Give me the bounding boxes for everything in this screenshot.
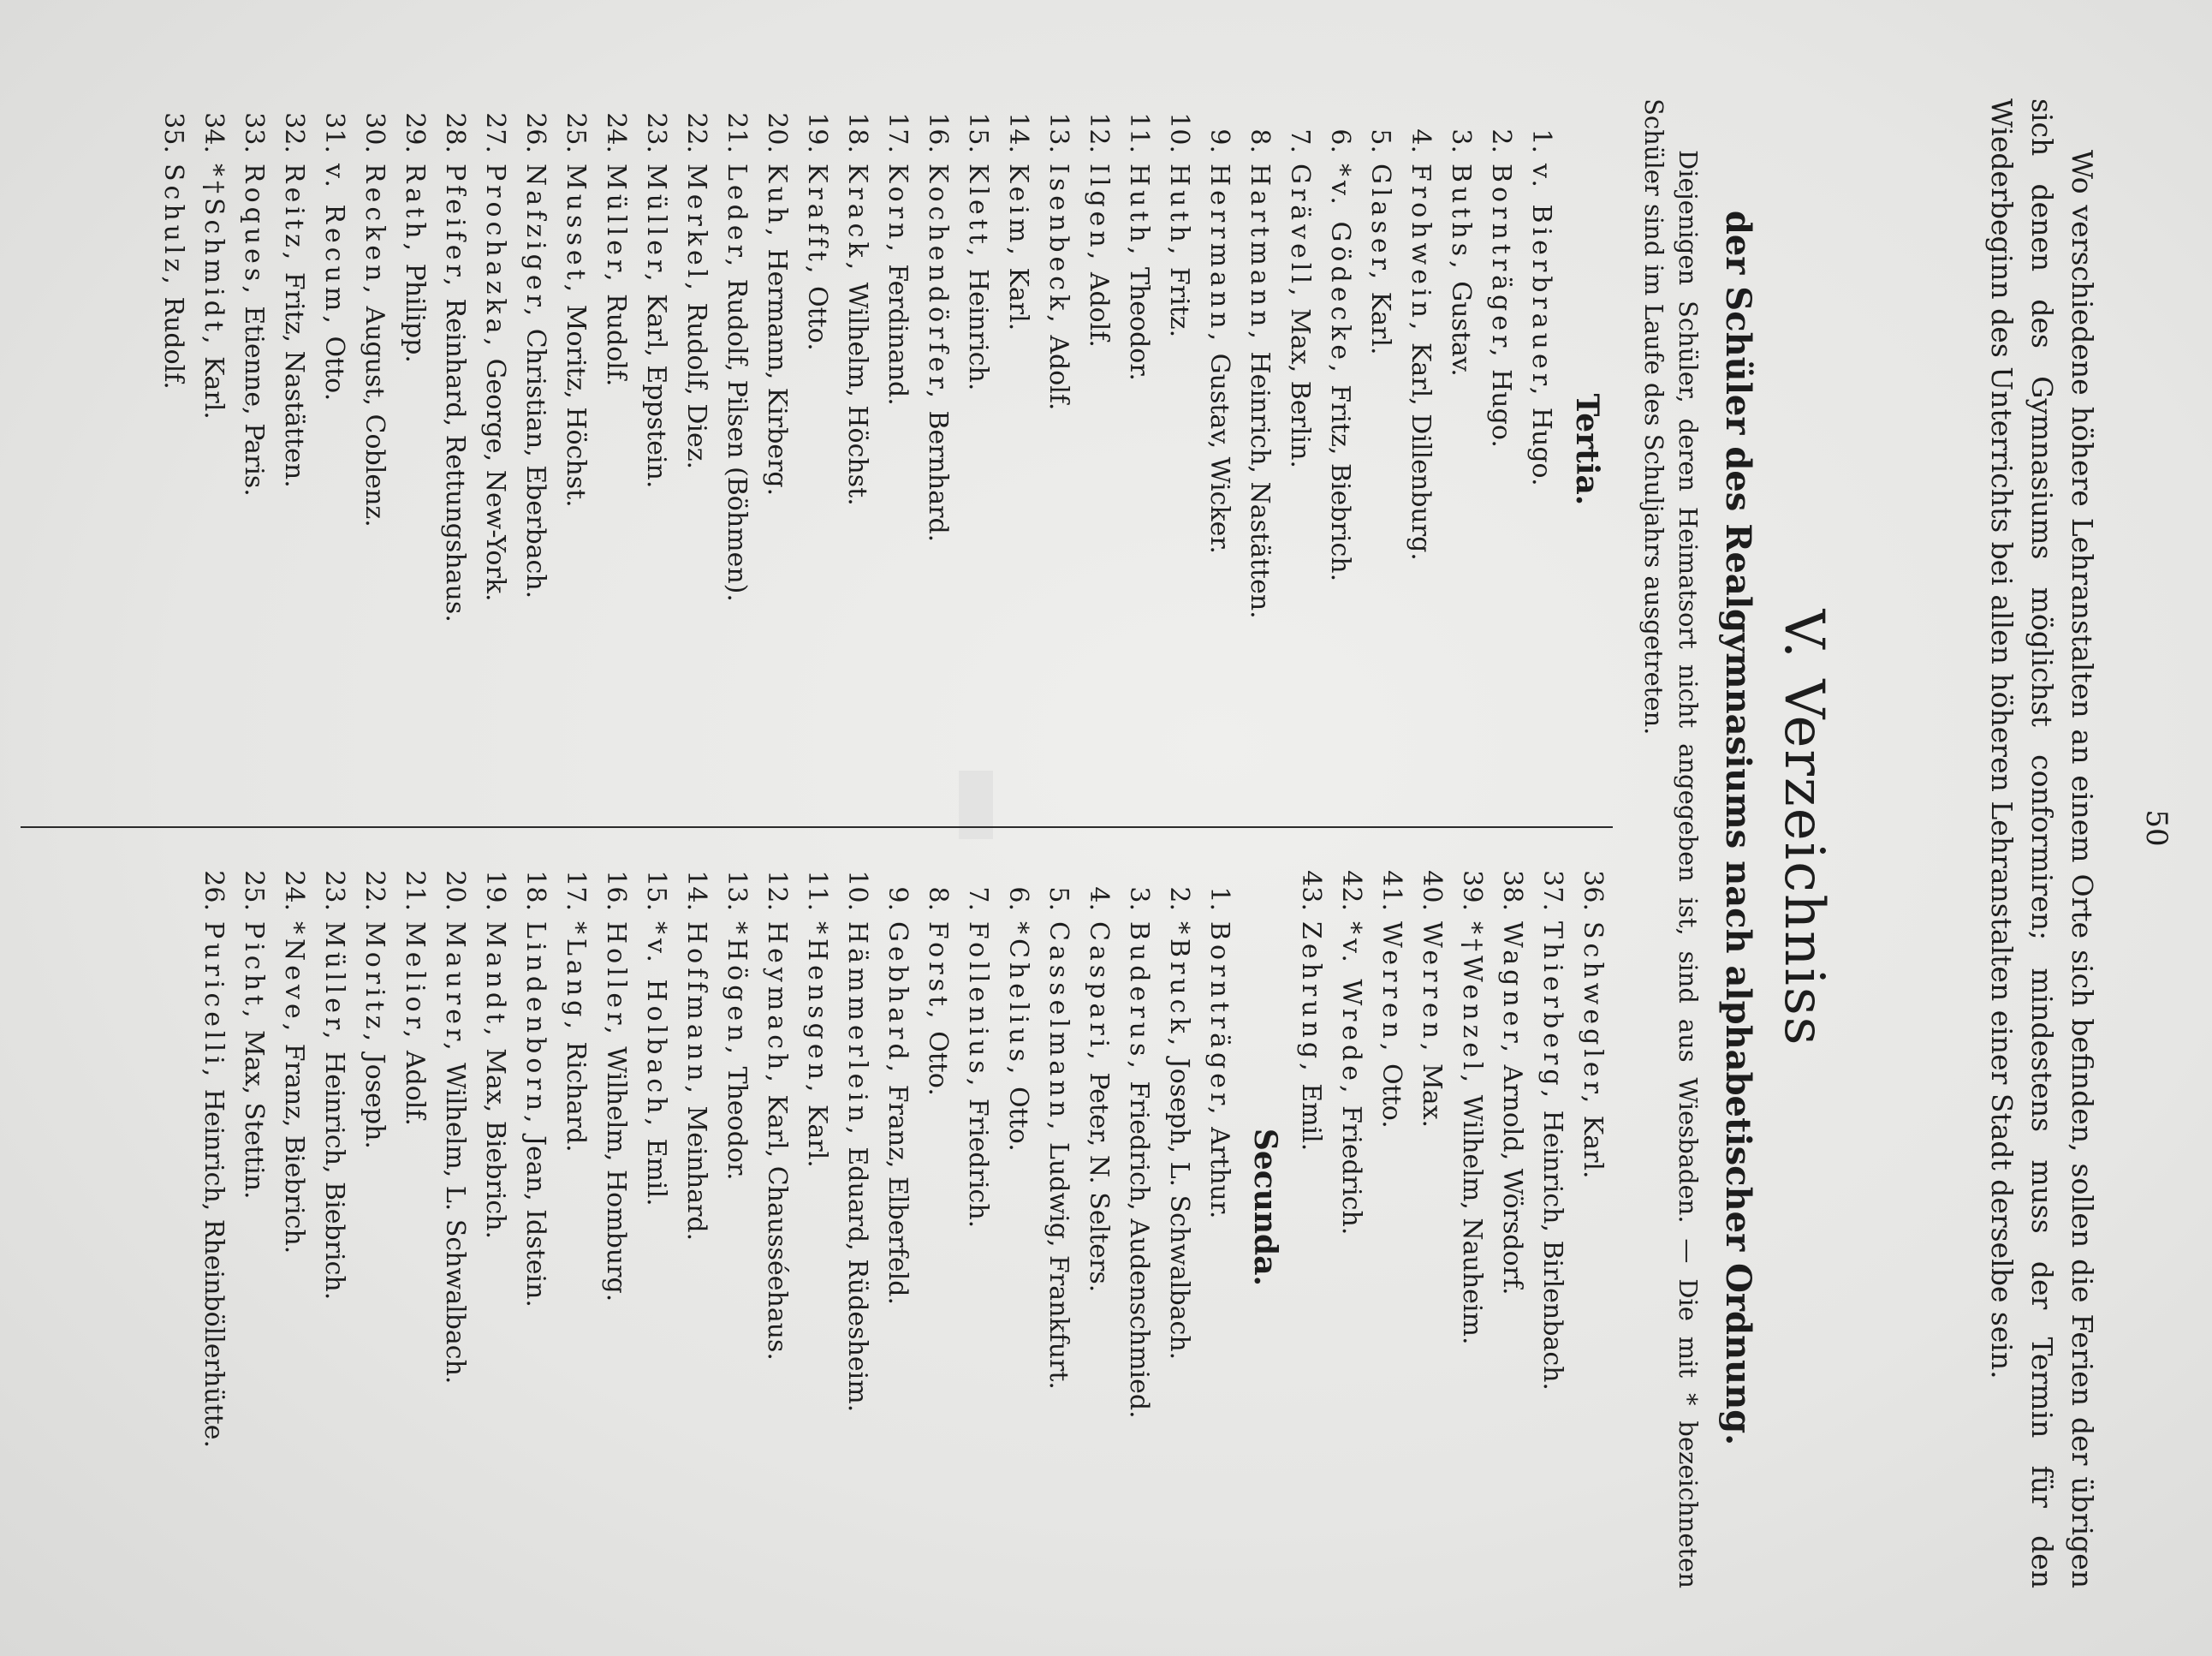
entry-details: Otto. <box>923 1031 953 1096</box>
entry-details: Wilhelm, L. Schwalbach. <box>440 1063 470 1385</box>
entry-details: Franz, Biebrich. <box>279 1043 309 1254</box>
entry-number: 20. <box>762 112 792 153</box>
entry-surname: v. Recum, <box>319 164 349 328</box>
list-item <box>1441 98 1481 801</box>
entry-number: 2. <box>1164 886 1194 911</box>
list-item <box>395 856 435 1558</box>
list-item <box>556 856 596 1558</box>
entry-details: Otto. <box>319 336 349 402</box>
list-item <box>193 98 234 801</box>
entry-number: 7. <box>1285 128 1315 153</box>
entry-details: Karl, Dillenburg. <box>1406 342 1436 561</box>
list-item <box>1320 98 1360 801</box>
list-item <box>676 856 717 1558</box>
list-item <box>435 856 475 1558</box>
entry-number: 18. <box>520 870 550 911</box>
entry-surname: Werren, <box>1377 921 1406 1056</box>
entry-number: 8. <box>923 886 953 911</box>
entry-number: 6. <box>1003 886 1033 911</box>
entry-surname: *Lang, <box>561 921 591 1034</box>
entry-details: Fritz, Nastätten. <box>279 271 309 488</box>
list-item <box>636 856 676 1558</box>
list-item <box>596 856 636 1558</box>
entry-details: Ludwig, Frankfurt. <box>1044 1142 1073 1390</box>
entry-number: 16. <box>601 870 631 911</box>
entry-surname: *Bruck, <box>1164 921 1194 1051</box>
entry-details: Adolf. <box>400 1050 430 1126</box>
entry-number: 37. <box>1537 870 1567 911</box>
entry-number: 28. <box>440 112 470 153</box>
entry-surname: Follenius, <box>963 921 993 1091</box>
entry-details: Max, Stettin. <box>239 1030 269 1200</box>
entry-surname: Mandt, <box>480 921 510 1040</box>
entry-surname: Keim, <box>1003 164 1033 259</box>
entry-details: Rudolf. <box>158 296 188 390</box>
entry-number: 19. <box>480 870 510 911</box>
entry-surname: Krack, <box>842 164 872 275</box>
list-item <box>1452 856 1492 1558</box>
entry-surname: Werren, <box>1417 921 1447 1056</box>
entry-surname: *Hensgen, <box>802 921 832 1097</box>
entry-surname: Prochazka, <box>480 164 510 351</box>
entry-details: Adolf. <box>1044 335 1073 411</box>
entry-details: Otto. <box>802 285 832 351</box>
entry-details: Heinrich, Biebrich. <box>319 1051 349 1301</box>
list-item <box>556 98 596 801</box>
section-heading: V. Verzeichniss <box>1772 609 1835 1047</box>
list-item <box>314 98 354 801</box>
entry-number: 12. <box>762 870 792 911</box>
entry-surname: Schulz, <box>158 164 188 289</box>
entry-details: Joseph, L. Schwalbach. <box>1164 1057 1194 1361</box>
entry-number: 14. <box>681 870 711 911</box>
entry-details: Karl. <box>199 356 229 420</box>
entry-surname: Caspari, <box>1084 921 1114 1064</box>
entry-number: 11. <box>802 870 832 911</box>
entry-surname: Zehrung, <box>1296 921 1326 1075</box>
secunda-column <box>193 856 1613 1558</box>
entry-number: 23. <box>641 112 671 153</box>
entry-details: Wilhelm, Homburg. <box>601 1046 631 1302</box>
list-item <box>1371 856 1412 1558</box>
entry-surname: Bornträger, <box>1486 164 1516 361</box>
list-item <box>1038 856 1079 1558</box>
list-item <box>1079 98 1119 801</box>
entry-number: 17. <box>561 870 591 911</box>
entry-details: Karl. <box>1003 267 1033 331</box>
list-item <box>998 98 1038 801</box>
list-item <box>1291 856 1331 1558</box>
entry-surname: Hämmerlein, <box>842 921 872 1139</box>
entry-details: Adolf. <box>1084 271 1114 348</box>
entry-number: 12. <box>1084 112 1114 153</box>
list-item <box>395 98 435 801</box>
entry-number: 40. <box>1417 870 1447 911</box>
list-item <box>515 856 556 1558</box>
entry-number: 22. <box>360 870 389 911</box>
entry-surname: Müller, <box>601 164 631 286</box>
entry-surname: Leder, <box>722 164 752 271</box>
entry-details: Joseph. <box>360 1053 389 1149</box>
entry-surname: Merkel, <box>681 164 711 295</box>
entry-surname: Reitz, <box>279 164 309 265</box>
list-item <box>958 856 998 1558</box>
column-title-secunda: Secunda. <box>1247 1128 1283 1287</box>
list-item <box>596 98 636 801</box>
entry-surname: Frohwein, <box>1406 164 1436 335</box>
entry-number: 29. <box>400 112 430 153</box>
list-item <box>757 856 797 1558</box>
entry-surname: Moritz, <box>360 921 389 1046</box>
entry-details: Friedrich, Audenschmied. <box>1124 1081 1154 1419</box>
list-item <box>314 856 354 1558</box>
entry-surname: Hartmann, <box>1245 164 1275 343</box>
intro-paragraph: Wo verschiedene höhere Lehranstalten an einem Orte sich befinden, sollen die Ferien der übrigen sich denen des Gymnasiums möglichst conformiren; mindestens muss der Termin für den Wiederbeginn des Unterrichts bei allen höheren Lehranstalten einer Stadt derselbe sein. <box>1985 98 2099 1588</box>
list-item <box>1532 856 1573 1558</box>
entry-number: 3. <box>1124 886 1154 911</box>
entry-number: 30. <box>360 112 389 153</box>
entry-details: Philipp. <box>400 263 430 363</box>
entry-details: Christian, Eberbach. <box>520 328 550 599</box>
entry-surname: Musset, <box>561 164 591 297</box>
list-item <box>475 98 515 801</box>
entry-details: Reinhard, Rettungshaus. <box>440 298 470 622</box>
entry-details: Wilhelm, Höchst. <box>842 282 872 506</box>
entry-surname: Puricelli, <box>199 921 229 1081</box>
entry-details: Otto. <box>1377 1063 1406 1129</box>
entry-number: 33. <box>239 112 269 153</box>
entry-number: 4. <box>1084 886 1114 911</box>
list-item <box>1481 98 1521 801</box>
entry-number: 5. <box>1365 128 1395 153</box>
entry-number: 31. <box>319 112 349 153</box>
entry-number: 2. <box>1486 128 1516 153</box>
section-subheading: der Schüler des Realgymnasiums nach alphabetischer Ordnung. <box>1718 210 1758 1446</box>
entry-number: 13. <box>1044 112 1073 153</box>
entry-details: Karl, Eppstein. <box>641 294 671 489</box>
entry-details: Hugo. <box>1526 407 1556 486</box>
entry-surname: Gebhard, <box>883 921 913 1077</box>
entry-surname: Hoffmann, <box>681 921 711 1098</box>
entry-details: Gustav. <box>1446 281 1476 377</box>
page-number: 50 <box>2139 809 2173 847</box>
entry-surname: Klett, <box>963 164 993 261</box>
list-item <box>1159 98 1199 801</box>
entry-number: 17. <box>883 112 913 153</box>
list-item <box>1199 856 1240 1558</box>
list-item <box>958 98 998 801</box>
entry-surname: Forst, <box>923 921 953 1023</box>
entry-number: 27. <box>480 112 510 153</box>
list-item <box>1079 856 1119 1558</box>
list-item <box>1521 98 1561 801</box>
entry-surname: Pfeifer, <box>440 164 470 291</box>
entry-number: 42. <box>1336 870 1366 911</box>
entry-surname: Müller, <box>319 921 349 1044</box>
entry-number: 34. <box>199 112 229 153</box>
entry-number: 21. <box>400 870 430 911</box>
entry-surname: Rath, <box>400 164 430 256</box>
entry-number: 19. <box>802 112 832 153</box>
list-item <box>636 98 676 801</box>
entry-surname: Thierberg, <box>1537 921 1567 1103</box>
entry-number: 25. <box>239 870 269 911</box>
list-item <box>193 856 234 1558</box>
list-item <box>1331 856 1371 1558</box>
student-list-secunda <box>193 856 1240 1558</box>
entry-number: 3. <box>1446 128 1476 153</box>
list-item <box>1159 856 1199 1558</box>
list-item <box>877 856 918 1558</box>
entry-surname: Huth, <box>1124 164 1154 259</box>
entry-surname: Buths, <box>1446 164 1476 273</box>
entry-number: 26. <box>520 112 550 153</box>
entry-details: Hermann, Kirberg. <box>762 248 792 497</box>
entry-details: Meinhard. <box>681 1105 711 1242</box>
entry-details: Heinrich, Rheinböllerhütte. <box>199 1088 229 1449</box>
entry-details: Moritz, Höchst. <box>561 304 591 508</box>
entry-details: Emil. <box>1296 1083 1326 1152</box>
list-item <box>797 98 837 801</box>
list-item <box>274 98 314 801</box>
entry-surname: *Högen, <box>722 921 752 1059</box>
entry-details: Rudolf. <box>601 294 631 387</box>
entry-number: 18. <box>842 112 872 153</box>
entry-surname: Huth, <box>1164 164 1194 259</box>
entry-details: Friedrich. <box>1336 1105 1366 1236</box>
entry-number: 25. <box>561 112 591 153</box>
tertia-column <box>153 98 1613 801</box>
list-item <box>475 856 515 1558</box>
entry-details: Richard. <box>561 1041 591 1153</box>
entry-number: 39. <box>1457 870 1487 911</box>
list-item <box>797 856 837 1558</box>
entry-surname: Recken, <box>360 164 389 298</box>
entry-surname: Lindenborn, <box>520 921 550 1128</box>
list-item <box>717 98 757 801</box>
entry-details: Fritz. <box>1164 266 1194 338</box>
entry-number: 4. <box>1406 128 1436 153</box>
list-item <box>153 98 193 801</box>
entry-number: 13. <box>722 870 752 911</box>
list-item <box>1038 98 1079 801</box>
entry-details: Arthur. <box>1204 1127 1234 1219</box>
entry-number: 7. <box>963 886 993 911</box>
entry-details: Otto. <box>1003 1087 1033 1152</box>
entry-details: Peter, N. Selters. <box>1084 1072 1114 1293</box>
entry-details: Arnold, Wörsdorf. <box>1497 1064 1527 1296</box>
list-item <box>837 856 877 1558</box>
entry-number: 23. <box>319 870 349 911</box>
list-item <box>1360 98 1400 801</box>
entry-surname: Bornträger, <box>1204 921 1234 1119</box>
entry-surname: Kuh, <box>762 164 792 241</box>
entry-surname: Maurer, <box>440 921 470 1055</box>
list-item <box>1199 98 1240 801</box>
entry-number: 15. <box>963 112 993 153</box>
list-item <box>234 98 274 801</box>
entry-number: 32. <box>279 112 309 153</box>
entry-number: 35. <box>158 112 188 153</box>
entry-number: 15. <box>641 870 671 911</box>
list-item <box>1492 856 1532 1558</box>
entry-number: 10. <box>1164 112 1194 153</box>
entry-surname: Ilgen, <box>1084 164 1114 265</box>
entry-surname: Schwegler, <box>1578 921 1608 1108</box>
entry-details: Rudolf, Diez. <box>681 302 711 470</box>
list-item <box>234 856 274 1558</box>
entry-details: Max. <box>1417 1063 1447 1129</box>
list-item <box>515 98 556 801</box>
entry-details: August, Coblenz. <box>360 306 389 527</box>
list-item <box>998 856 1038 1558</box>
entry-surname: Kochendörfer, <box>923 164 953 402</box>
entry-number: 36. <box>1578 870 1608 911</box>
entry-surname: *†Schmidt, <box>199 164 229 348</box>
entry-details: Friedrich. <box>963 1098 993 1229</box>
entry-number: 16. <box>923 112 953 153</box>
list-item <box>1573 856 1613 1558</box>
entry-details: Theodor. <box>1124 266 1154 381</box>
list-item <box>1412 856 1452 1558</box>
legend-note-text: Diejenigen Schüler, deren Heimatsort nicht angegeben ist, sind aus Wiesbaden. — Die mit * bezeichneten Schüler sind im Laufe des Schuljahrs ausgetreten. <box>1639 98 1703 1588</box>
column-divider <box>21 826 1613 828</box>
entry-number: 43. <box>1296 870 1326 911</box>
entry-details: Fritz, Biebrich. <box>1325 384 1355 582</box>
entry-details: Jean, Idstein. <box>520 1135 550 1308</box>
intro-text <box>1982 98 2102 1588</box>
entry-details: Karl. <box>802 1105 832 1168</box>
entry-number: 26. <box>199 870 229 911</box>
entry-surname: Melior, <box>400 921 430 1043</box>
entry-number: 41. <box>1377 870 1406 911</box>
entry-number: 14. <box>1003 112 1033 153</box>
student-list-tertia <box>153 98 1561 801</box>
entry-number: 6. <box>1325 128 1355 153</box>
list-item <box>877 98 918 801</box>
entry-surname: Müller, <box>641 164 671 286</box>
list-item <box>717 856 757 1558</box>
entry-number: 9. <box>883 886 913 911</box>
entry-surname: Picht, <box>239 921 269 1022</box>
column-title-tertia: Tertia. <box>1569 393 1605 506</box>
entry-surname: v. Bierbrauer, <box>1526 164 1556 400</box>
list-item <box>676 98 717 801</box>
list-item <box>757 98 797 801</box>
entry-details: Theodor. <box>722 1066 752 1181</box>
entry-details: Eduard, Rüdesheim. <box>842 1147 872 1413</box>
entry-surname: *v. Gödecke, <box>1325 164 1355 377</box>
entry-details: Emil. <box>641 1138 671 1206</box>
entry-number: 24. <box>279 870 309 911</box>
entry-details: Max, Biebrich. <box>480 1048 510 1240</box>
entry-number: 9. <box>1204 128 1234 153</box>
entry-surname: Nafziger, <box>520 164 550 321</box>
entry-details: Max, Berlin. <box>1285 308 1315 468</box>
list-item <box>1240 98 1280 801</box>
entry-details: Rudolf, Pilsen (Böhmen). <box>722 278 752 602</box>
entry-details: Bernhard. <box>923 410 953 543</box>
entry-surname: *Neve, <box>279 921 309 1036</box>
entry-number: 1. <box>1526 128 1556 153</box>
legend-note <box>1637 98 1705 1588</box>
entry-surname: Grävell, <box>1285 164 1315 301</box>
entry-surname: *Chelius, <box>1003 921 1033 1079</box>
list-item <box>918 98 958 801</box>
entry-number: 22. <box>681 112 711 153</box>
list-item <box>354 98 395 801</box>
list-item <box>435 98 475 801</box>
entry-surname: Herrmann, <box>1204 164 1234 346</box>
entry-number: 8. <box>1245 128 1275 153</box>
entry-details: Hugo. <box>1486 369 1516 448</box>
student-list-tertia-continued <box>1291 856 1613 1558</box>
entry-number: 5. <box>1044 886 1073 911</box>
list-item <box>354 856 395 1558</box>
entry-surname: *v. Wrede, <box>1336 921 1366 1098</box>
entry-details: Ferdinand. <box>883 264 913 406</box>
list-item <box>837 98 877 801</box>
entry-details: Etienne, Paris. <box>239 306 269 497</box>
entry-number: 11. <box>1124 112 1154 153</box>
entry-surname: Korn, <box>883 164 913 256</box>
entry-surname: Casselmann, <box>1044 921 1073 1135</box>
entry-number: 10. <box>842 870 872 911</box>
list-item <box>1280 98 1320 801</box>
entry-number: 38. <box>1497 870 1527 911</box>
entry-details: Gustav, Wicker. <box>1204 353 1234 554</box>
list-item <box>918 856 958 1558</box>
entry-details: Heinrich, Birlenbach. <box>1537 1110 1567 1391</box>
entry-details: George, New-York. <box>480 358 510 602</box>
entry-number: 20. <box>440 870 470 911</box>
list-item <box>1119 856 1159 1558</box>
entry-surname: Roques, <box>239 164 269 298</box>
entry-details: Karl, Chausséehaus. <box>762 1094 792 1361</box>
entry-number: 24. <box>601 112 631 153</box>
entry-number: 21. <box>722 112 752 153</box>
list-item <box>1119 98 1159 801</box>
list-item <box>274 856 314 1558</box>
entry-surname: Heymach, <box>762 921 792 1087</box>
entry-surname: *†Wenzel, <box>1457 921 1487 1087</box>
entry-details: Karl. <box>1578 1115 1608 1179</box>
entry-details: Heinrich, Nastätten. <box>1245 351 1275 619</box>
entry-surname: Isenbeck, <box>1044 164 1073 327</box>
entry-number: 1. <box>1204 886 1234 911</box>
entry-details: Wilhelm, Nauheim. <box>1457 1094 1487 1345</box>
entry-surname: Glaser, <box>1365 164 1395 284</box>
entry-details: Karl. <box>1365 291 1395 355</box>
entry-details: Heinrich. <box>963 268 993 391</box>
entry-details: Franz, Elberfeld. <box>883 1084 913 1305</box>
entry-surname: Holler, <box>601 921 631 1039</box>
entry-surname: *v. Holbach, <box>641 921 671 1131</box>
entry-surname: Krafft, <box>802 164 832 278</box>
entry-surname: Wagner, <box>1497 921 1527 1057</box>
entry-surname: Buderus, <box>1124 921 1154 1073</box>
list-item <box>1400 98 1441 801</box>
